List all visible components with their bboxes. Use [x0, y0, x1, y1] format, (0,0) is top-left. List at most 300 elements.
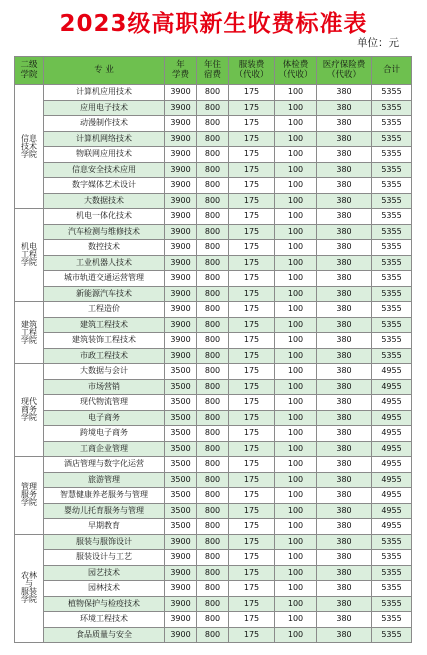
table-row: [15, 627, 412, 643]
insurance-cell: 380: [317, 240, 372, 256]
medical-cell: 100: [275, 271, 317, 287]
lodging-cell: 800: [197, 271, 229, 287]
insurance-cell: 380: [317, 441, 372, 457]
total-cell: 5355: [372, 286, 412, 302]
table-row: [15, 488, 412, 504]
total-cell: 5355: [372, 131, 412, 147]
medical-cell: 100: [275, 85, 317, 101]
header-college: 二级 学院: [15, 57, 44, 85]
header-major: 专 业: [44, 57, 165, 85]
lodging-cell: 800: [197, 286, 229, 302]
table-row: [15, 472, 412, 488]
medical-cell: 100: [275, 255, 317, 271]
major-cell: 城市轨道交通运营管理: [44, 271, 165, 287]
total-cell: 4955: [372, 457, 412, 473]
uniform-cell: 175: [229, 627, 275, 643]
lodging-cell: 800: [197, 178, 229, 194]
tuition-cell: 3900: [165, 286, 197, 302]
major-cell: 建筑工程技术: [44, 317, 165, 333]
medical-cell: 100: [275, 441, 317, 457]
table-row: [15, 395, 412, 411]
insurance-cell: 380: [317, 550, 372, 566]
insurance-cell: 380: [317, 410, 372, 426]
total-cell: 5355: [372, 302, 412, 318]
tuition-cell: 3900: [165, 255, 197, 271]
uniform-cell: 175: [229, 550, 275, 566]
lodging-cell: 800: [197, 441, 229, 457]
uniform-cell: 175: [229, 178, 275, 194]
tuition-cell: 3900: [165, 612, 197, 628]
tuition-cell: 3900: [165, 178, 197, 194]
tuition-cell: 3900: [165, 193, 197, 209]
uniform-cell: 175: [229, 116, 275, 132]
table-row: [15, 348, 412, 364]
insurance-cell: 380: [317, 457, 372, 473]
lodging-cell: 800: [197, 627, 229, 643]
tuition-cell: 3900: [165, 209, 197, 225]
medical-cell: 100: [275, 286, 317, 302]
total-cell: 5355: [372, 627, 412, 643]
table-row: [15, 147, 412, 163]
insurance-cell: 380: [317, 85, 372, 101]
lodging-cell: 800: [197, 333, 229, 349]
insurance-cell: 380: [317, 224, 372, 240]
major-cell: 早期教育: [44, 519, 165, 535]
table-row: [15, 317, 412, 333]
major-cell: 信息安全技术应用: [44, 162, 165, 178]
tuition-cell: 3900: [165, 85, 197, 101]
table-row: [15, 519, 412, 535]
uniform-cell: 175: [229, 224, 275, 240]
major-cell: 工程造价: [44, 302, 165, 318]
table-row: [15, 410, 412, 426]
table-row: [15, 612, 412, 628]
lodging-cell: 800: [197, 131, 229, 147]
total-cell: 4955: [372, 379, 412, 395]
total-cell: 5355: [372, 209, 412, 225]
total-cell: 4955: [372, 426, 412, 442]
header-total: 合计: [372, 57, 412, 85]
tuition-cell: 3900: [165, 565, 197, 581]
table-row: [15, 193, 412, 209]
uniform-cell: 175: [229, 348, 275, 364]
uniform-cell: 175: [229, 302, 275, 318]
uniform-cell: 175: [229, 565, 275, 581]
uniform-cell: 175: [229, 333, 275, 349]
lodging-cell: 800: [197, 147, 229, 163]
insurance-cell: 380: [317, 364, 372, 380]
total-cell: 5355: [372, 100, 412, 116]
lodging-cell: 800: [197, 317, 229, 333]
insurance-cell: 380: [317, 395, 372, 411]
table-row: [15, 565, 412, 581]
medical-cell: 100: [275, 534, 317, 550]
insurance-cell: 380: [317, 472, 372, 488]
major-cell: 跨境电子商务: [44, 426, 165, 442]
major-cell: 服装与服饰设计: [44, 534, 165, 550]
medical-cell: 100: [275, 193, 317, 209]
lodging-cell: 800: [197, 503, 229, 519]
lodging-cell: 800: [197, 379, 229, 395]
lodging-cell: 800: [197, 472, 229, 488]
lodging-cell: 800: [197, 410, 229, 426]
uniform-cell: 175: [229, 240, 275, 256]
tuition-cell: 3500: [165, 519, 197, 535]
total-cell: 5355: [372, 178, 412, 194]
page-title: 2023级高职新生收费标准表: [59, 11, 368, 37]
lodging-cell: 800: [197, 426, 229, 442]
insurance-cell: 380: [317, 286, 372, 302]
medical-cell: 100: [275, 209, 317, 225]
total-cell: 4955: [372, 364, 412, 380]
uniform-cell: 175: [229, 441, 275, 457]
medical-cell: 100: [275, 472, 317, 488]
tuition-cell: 3500: [165, 364, 197, 380]
uniform-cell: 175: [229, 581, 275, 597]
insurance-cell: 380: [317, 612, 372, 628]
uniform-cell: 175: [229, 395, 275, 411]
total-cell: 5355: [372, 534, 412, 550]
medical-cell: 100: [275, 457, 317, 473]
insurance-cell: 380: [317, 379, 372, 395]
total-cell: 4955: [372, 395, 412, 411]
total-cell: 4955: [372, 410, 412, 426]
table-row: [15, 271, 412, 287]
tuition-cell: 3500: [165, 426, 197, 442]
insurance-cell: 380: [317, 581, 372, 597]
insurance-cell: 380: [317, 302, 372, 318]
total-cell: 5355: [372, 116, 412, 132]
total-cell: 4955: [372, 472, 412, 488]
major-cell: 工商企业管理: [44, 441, 165, 457]
table-row: [15, 379, 412, 395]
college-cell: 信息 技术 学院: [15, 85, 44, 209]
insurance-cell: 380: [317, 255, 372, 271]
medical-cell: 100: [275, 147, 317, 163]
lodging-cell: 800: [197, 395, 229, 411]
table-row: [15, 302, 412, 318]
table-row: [15, 581, 412, 597]
major-cell: 市政工程技术: [44, 348, 165, 364]
table-row: [15, 85, 412, 101]
insurance-cell: 380: [317, 209, 372, 225]
uniform-cell: 175: [229, 426, 275, 442]
insurance-cell: 380: [317, 147, 372, 163]
medical-cell: 100: [275, 488, 317, 504]
major-cell: 大数据技术: [44, 193, 165, 209]
table-row: [15, 100, 412, 116]
tuition-cell: 3900: [165, 596, 197, 612]
insurance-cell: 380: [317, 348, 372, 364]
medical-cell: 100: [275, 240, 317, 256]
insurance-cell: 380: [317, 627, 372, 643]
uniform-cell: 175: [229, 147, 275, 163]
total-cell: 5355: [372, 581, 412, 597]
major-cell: 智慧健康养老服务与管理: [44, 488, 165, 504]
major-cell: 市场营销: [44, 379, 165, 395]
lodging-cell: 800: [197, 116, 229, 132]
uniform-cell: 175: [229, 193, 275, 209]
table-row: [15, 457, 412, 473]
uniform-cell: 175: [229, 519, 275, 535]
total-cell: 5355: [372, 612, 412, 628]
uniform-cell: 175: [229, 100, 275, 116]
total-cell: 5355: [372, 255, 412, 271]
table-row: [15, 426, 412, 442]
medical-cell: 100: [275, 565, 317, 581]
uniform-cell: 175: [229, 534, 275, 550]
table-row: [15, 534, 412, 550]
tuition-cell: 3900: [165, 627, 197, 643]
total-cell: 5355: [372, 240, 412, 256]
tuition-cell: 3500: [165, 379, 197, 395]
medical-cell: 100: [275, 116, 317, 132]
major-cell: 数字媒体艺术设计: [44, 178, 165, 194]
table-row: [15, 441, 412, 457]
lodging-cell: 800: [197, 550, 229, 566]
uniform-cell: 175: [229, 379, 275, 395]
college-cell: 机电 工程 学院: [15, 209, 44, 302]
total-cell: 5355: [372, 162, 412, 178]
lodging-cell: 800: [197, 364, 229, 380]
major-cell: 新能源汽车技术: [44, 286, 165, 302]
major-cell: 食品质量与安全: [44, 627, 165, 643]
uniform-cell: 175: [229, 596, 275, 612]
lodging-cell: 800: [197, 581, 229, 597]
insurance-cell: 380: [317, 162, 372, 178]
table-row: [15, 286, 412, 302]
insurance-cell: 380: [317, 503, 372, 519]
insurance-cell: 380: [317, 488, 372, 504]
total-cell: 5355: [372, 565, 412, 581]
uniform-cell: 175: [229, 271, 275, 287]
medical-cell: 100: [275, 178, 317, 194]
header-medical: 体检费 （代收）: [275, 57, 317, 85]
major-cell: 数控技术: [44, 240, 165, 256]
uniform-cell: 175: [229, 209, 275, 225]
table-row: [15, 178, 412, 194]
table-row: [15, 209, 412, 225]
lodging-cell: 800: [197, 612, 229, 628]
major-cell: 园林技术: [44, 581, 165, 597]
uniform-cell: 175: [229, 457, 275, 473]
college-cell: 管理 服务 学院: [15, 457, 44, 535]
medical-cell: 100: [275, 317, 317, 333]
total-cell: 4955: [372, 503, 412, 519]
uniform-cell: 175: [229, 472, 275, 488]
table-row: [15, 333, 412, 349]
total-cell: 5355: [372, 550, 412, 566]
major-cell: 园艺技术: [44, 565, 165, 581]
major-cell: 酒店管理与数字化运营: [44, 457, 165, 473]
table-row: [15, 224, 412, 240]
medical-cell: 100: [275, 302, 317, 318]
total-cell: 5355: [372, 317, 412, 333]
uniform-cell: 175: [229, 131, 275, 147]
medical-cell: 100: [275, 581, 317, 597]
medical-cell: 100: [275, 348, 317, 364]
medical-cell: 100: [275, 100, 317, 116]
lodging-cell: 800: [197, 162, 229, 178]
uniform-cell: 175: [229, 488, 275, 504]
major-cell: 大数据与会计: [44, 364, 165, 380]
medical-cell: 100: [275, 364, 317, 380]
tuition-cell: 3900: [165, 147, 197, 163]
major-cell: 计算机应用技术: [44, 85, 165, 101]
major-cell: 现代物流管理: [44, 395, 165, 411]
uniform-cell: 175: [229, 255, 275, 271]
table-row: [15, 240, 412, 256]
insurance-cell: 380: [317, 519, 372, 535]
major-cell: 服装设计与工艺: [44, 550, 165, 566]
major-cell: 机电一体化技术: [44, 209, 165, 225]
college-cell: 现代 商务 学院: [15, 364, 44, 457]
total-cell: 5355: [372, 147, 412, 163]
table-row: [15, 364, 412, 380]
lodging-cell: 800: [197, 596, 229, 612]
table-row: [15, 255, 412, 271]
table-row: [15, 116, 412, 132]
lodging-cell: 800: [197, 519, 229, 535]
uniform-cell: 175: [229, 364, 275, 380]
lodging-cell: 800: [197, 255, 229, 271]
table-header-row: [15, 57, 412, 85]
medical-cell: 100: [275, 627, 317, 643]
lodging-cell: 800: [197, 209, 229, 225]
total-cell: 5355: [372, 333, 412, 349]
total-cell: 4955: [372, 488, 412, 504]
tuition-cell: 3900: [165, 240, 197, 256]
major-cell: 植物保护与检疫技术: [44, 596, 165, 612]
major-cell: 工业机器人技术: [44, 255, 165, 271]
insurance-cell: 380: [317, 317, 372, 333]
medical-cell: 100: [275, 596, 317, 612]
lodging-cell: 800: [197, 348, 229, 364]
tuition-cell: 3900: [165, 224, 197, 240]
insurance-cell: 380: [317, 565, 372, 581]
insurance-cell: 380: [317, 333, 372, 349]
header-tuition: 年 学费: [165, 57, 197, 85]
tuition-cell: 3500: [165, 457, 197, 473]
medical-cell: 100: [275, 503, 317, 519]
medical-cell: 100: [275, 395, 317, 411]
insurance-cell: 380: [317, 178, 372, 194]
tuition-cell: 3500: [165, 503, 197, 519]
lodging-cell: 800: [197, 534, 229, 550]
uniform-cell: 175: [229, 612, 275, 628]
major-cell: 动漫制作技术: [44, 116, 165, 132]
tuition-cell: 3900: [165, 317, 197, 333]
major-cell: 物联网应用技术: [44, 147, 165, 163]
tuition-cell: 3900: [165, 162, 197, 178]
medical-cell: 100: [275, 550, 317, 566]
total-cell: 5355: [372, 85, 412, 101]
major-cell: 计算机网络技术: [44, 131, 165, 147]
lodging-cell: 800: [197, 302, 229, 318]
uniform-cell: 175: [229, 317, 275, 333]
lodging-cell: 800: [197, 457, 229, 473]
uniform-cell: 175: [229, 162, 275, 178]
medical-cell: 100: [275, 162, 317, 178]
tuition-cell: 3900: [165, 100, 197, 116]
lodging-cell: 800: [197, 100, 229, 116]
lodging-cell: 800: [197, 193, 229, 209]
major-cell: 环境工程技术: [44, 612, 165, 628]
tuition-cell: 3900: [165, 348, 197, 364]
uniform-cell: 175: [229, 503, 275, 519]
table-row: [15, 131, 412, 147]
medical-cell: 100: [275, 379, 317, 395]
tuition-cell: 3500: [165, 410, 197, 426]
total-cell: 5355: [372, 348, 412, 364]
college-cell: 农林 与 服装 学院: [15, 534, 44, 643]
tuition-cell: 3900: [165, 116, 197, 132]
medical-cell: 100: [275, 224, 317, 240]
medical-cell: 100: [275, 131, 317, 147]
header-insurance: 医疗保险费 （代收）: [317, 57, 372, 85]
table-row: [15, 503, 412, 519]
insurance-cell: 380: [317, 534, 372, 550]
insurance-cell: 380: [317, 100, 372, 116]
medical-cell: 100: [275, 410, 317, 426]
uniform-cell: 175: [229, 410, 275, 426]
total-cell: 4955: [372, 519, 412, 535]
medical-cell: 100: [275, 333, 317, 349]
tuition-cell: 3900: [165, 302, 197, 318]
total-cell: 5355: [372, 193, 412, 209]
insurance-cell: 380: [317, 131, 372, 147]
major-cell: 应用电子技术: [44, 100, 165, 116]
total-cell: 5355: [372, 224, 412, 240]
tuition-cell: 3500: [165, 395, 197, 411]
tuition-cell: 3900: [165, 534, 197, 550]
total-cell: 5355: [372, 271, 412, 287]
lodging-cell: 800: [197, 85, 229, 101]
insurance-cell: 380: [317, 426, 372, 442]
major-cell: 汽车检测与维修技术: [44, 224, 165, 240]
major-cell: 电子商务: [44, 410, 165, 426]
major-cell: 建筑装饰工程技术: [44, 333, 165, 349]
college-cell: 建筑 工程 学院: [15, 302, 44, 364]
total-cell: 4955: [372, 441, 412, 457]
table-row: [15, 596, 412, 612]
insurance-cell: 380: [317, 116, 372, 132]
insurance-cell: 380: [317, 596, 372, 612]
insurance-cell: 380: [317, 271, 372, 287]
tuition-cell: 3900: [165, 581, 197, 597]
header-lodging: 年住 宿费: [197, 57, 229, 85]
major-cell: 婴幼儿托育服务与管理: [44, 503, 165, 519]
uniform-cell: 175: [229, 286, 275, 302]
lodging-cell: 800: [197, 224, 229, 240]
uniform-cell: 175: [229, 85, 275, 101]
insurance-cell: 380: [317, 193, 372, 209]
unit-label: 单位：元: [357, 37, 399, 49]
fee-table: [14, 56, 412, 643]
tuition-cell: 3900: [165, 271, 197, 287]
table-row: [15, 550, 412, 566]
medical-cell: 100: [275, 426, 317, 442]
tuition-cell: 3900: [165, 333, 197, 349]
table-body: [15, 85, 412, 643]
tuition-cell: 3900: [165, 131, 197, 147]
medical-cell: 100: [275, 519, 317, 535]
lodging-cell: 800: [197, 488, 229, 504]
header-uniform: 服装费 （代收）: [229, 57, 275, 85]
total-cell: 5355: [372, 596, 412, 612]
tuition-cell: 3500: [165, 488, 197, 504]
major-cell: 旅游管理: [44, 472, 165, 488]
